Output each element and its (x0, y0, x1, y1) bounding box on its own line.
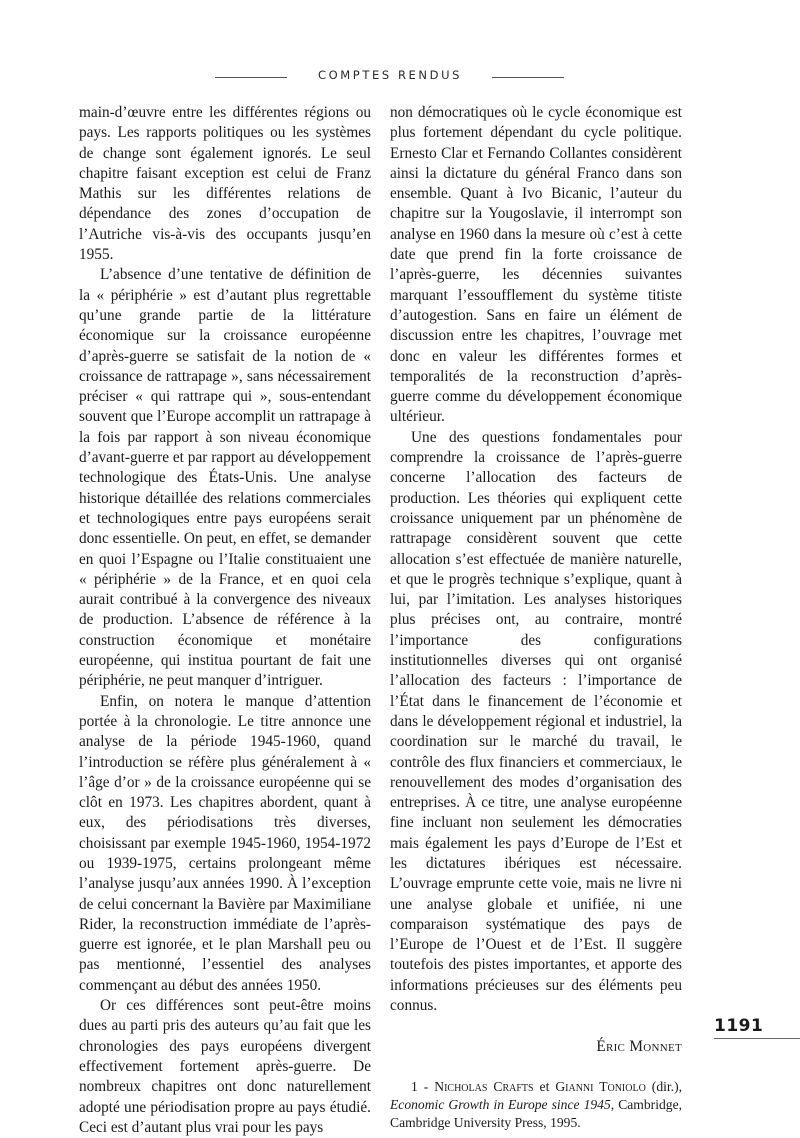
footnote-book-title: Economic Growth in Europe since 1945 (390, 1096, 611, 1112)
footnote-conjunction: et (533, 1078, 556, 1094)
footnote-editors: (dir.), (645, 1078, 682, 1094)
footnote-publication: , Cambridge, Cambridge University Press, 1995. (390, 1096, 682, 1130)
footnote-author-2: Gianni Toniolo (555, 1078, 646, 1094)
paragraph-periphery: L’absence d’une tentative de définition de la « périphérie » est d’autant plus regrettable qu’une grande partie de la littérature économique sur la croissance européenne d’après-guerre se satisfait de la notion de « croissance de rattrapage », sans nécessairement préciser « qui rattrape qui », sous-entendant souvent que l’Europe accomplit un rattrapage à la fois par rapport à son niveau économique d’avant-guerre et par rapport au développement technologique des États-Unis. Une analyse historique détaillée des relations commerciales et technologiques entre pays européens serait donc essentielle. On peut, en effet, se demander en quoi l’Espagne ou l’Italie constituaient une « périphérie » de la France, et en quoi cela aurait contribué à la convergence des niveaux de production. L’absence de référence à la construction économique et monétaire européenne, qui institua pourtant de fait une périphérie, ne peut manquer d’intriguer. (79, 266, 371, 690)
left-column (79, 103, 371, 1138)
footnote-number: 1 - (411, 1078, 435, 1094)
header-rule-right (492, 77, 564, 78)
paragraph-chronology: Enfin, on notera le manque d’attention portée à la chronologie. Le titre annonce une analyse de la période 1945-1960, quand l’introduction se réfère plus généralement à « l’âge d’or » de la croissance européenne qui se clôt en 1973. Les chapitres abordent, quant à eux, des périodisations très diverses, choisissant par exemple 1945-1960, 1954-1972 ou 1939-1975, certains prolongeant même l’analyse jusqu’aux années 1990. À l’exception de celui concernant la Bavière par Maximiliane Rider, la reconstruction immédiate de l’après-guerre est ignorée, et le plan Marshall peu ou pas mentionné, l’essentiel des analyses commençant au début des années 1950. (79, 692, 371, 994)
paragraph-continuation: main-d’œuvre entre les différentes régions ou pays. Les rapports politiques ou les systèmes de change sont également ignorés. Le seul chapitre faisant exception est celui de Franz Mathis sur les différentes relations de dépendance des zones d’occupation de l’Autriche vis-à-vis des occupants jusqu’en 1955. (79, 104, 371, 264)
running-header (0, 68, 800, 88)
right-column (390, 103, 682, 1132)
footnote (390, 1078, 682, 1132)
footnote-author-1: Nicholas Crafts (434, 1078, 534, 1094)
paragraph-differences: Or ces différences sont peut-être moins dues au parti pris des auteurs qu’au fait que les chronologies des pays européens divergent effectivement fortement après-guerre. De nombreux chapitres ont donc naturellement adopté une périodisation propre au pays étudié. Ceci est d’autant plus vrai pour les pays (79, 997, 371, 1136)
paragraph-factor-allocation: Une des questions fondamentales pour comprendre la croissance de l’après-guerre concerne l’allocation des facteurs de production. Les théories qui expliquent cette croissance uniquement par un phénomène de rattrapage considèrent souvent que cette allocation s’est effectuée de manière naturelle, et que le progrès technique s’explique, quant à lui, par l’imitation. Les analyses historiques plus précises ont, au contraire, montré l’importance des configurations institutionnelles diverses qui ont organisé l’allocation des facteurs : l’importance de l’État dans le financement de l’économie et dans le développement régional et industriel, la coordination sur le marché du travail, le contrôle des flux financiers et commerciaux, le renouvellement des modes d’organisation des entreprises. À ce titre, une analyse européenne fine incluant non seulement les démocraties mais également les pays d’Europe de l’Est et les dictatures ibériques est nécessaire. L’ouvrage emprunte cette voie, mais ne livre ni une analyse globale et unifiée, ni une comparaison systématique des pays de l’Europe de l’Ouest et de l’Est. Il suggère toutefois des pistes importantes, et apporte des informations précieuses sur des éléments peu connus. (390, 428, 682, 1015)
page-number: 1191 (714, 1016, 764, 1036)
header-rule-left (215, 77, 287, 78)
running-title: COMPTES RENDUS (317, 68, 463, 82)
review-author: Éric Monnet (596, 1038, 682, 1056)
paragraph-continuation-right: non démocratiques où le cycle économique est plus fortement dépendant du cycle politique. Ernesto Clar et Fernando Collantes considèrent ainsi la dictature du général Franco dans son ensemble. Quant à Ivo Bicanic, l’auteur du chapitre sur la Yougoslavie, il interrompt son analyse en 1960 dans la mesure où c’est à cette date que prend fin la forte croissance de l’après-guerre, les décennies suivantes marquant l’essoufflement du système titiste d’autogestion. Sans en faire un élément de discussion entre les chapitres, l’ouvrage met donc en valeur les différentes formes et temporalités de la reconstruction d’après-guerre comme du développement économique ultérieur. (390, 104, 682, 426)
page-number-rule (714, 1038, 800, 1039)
